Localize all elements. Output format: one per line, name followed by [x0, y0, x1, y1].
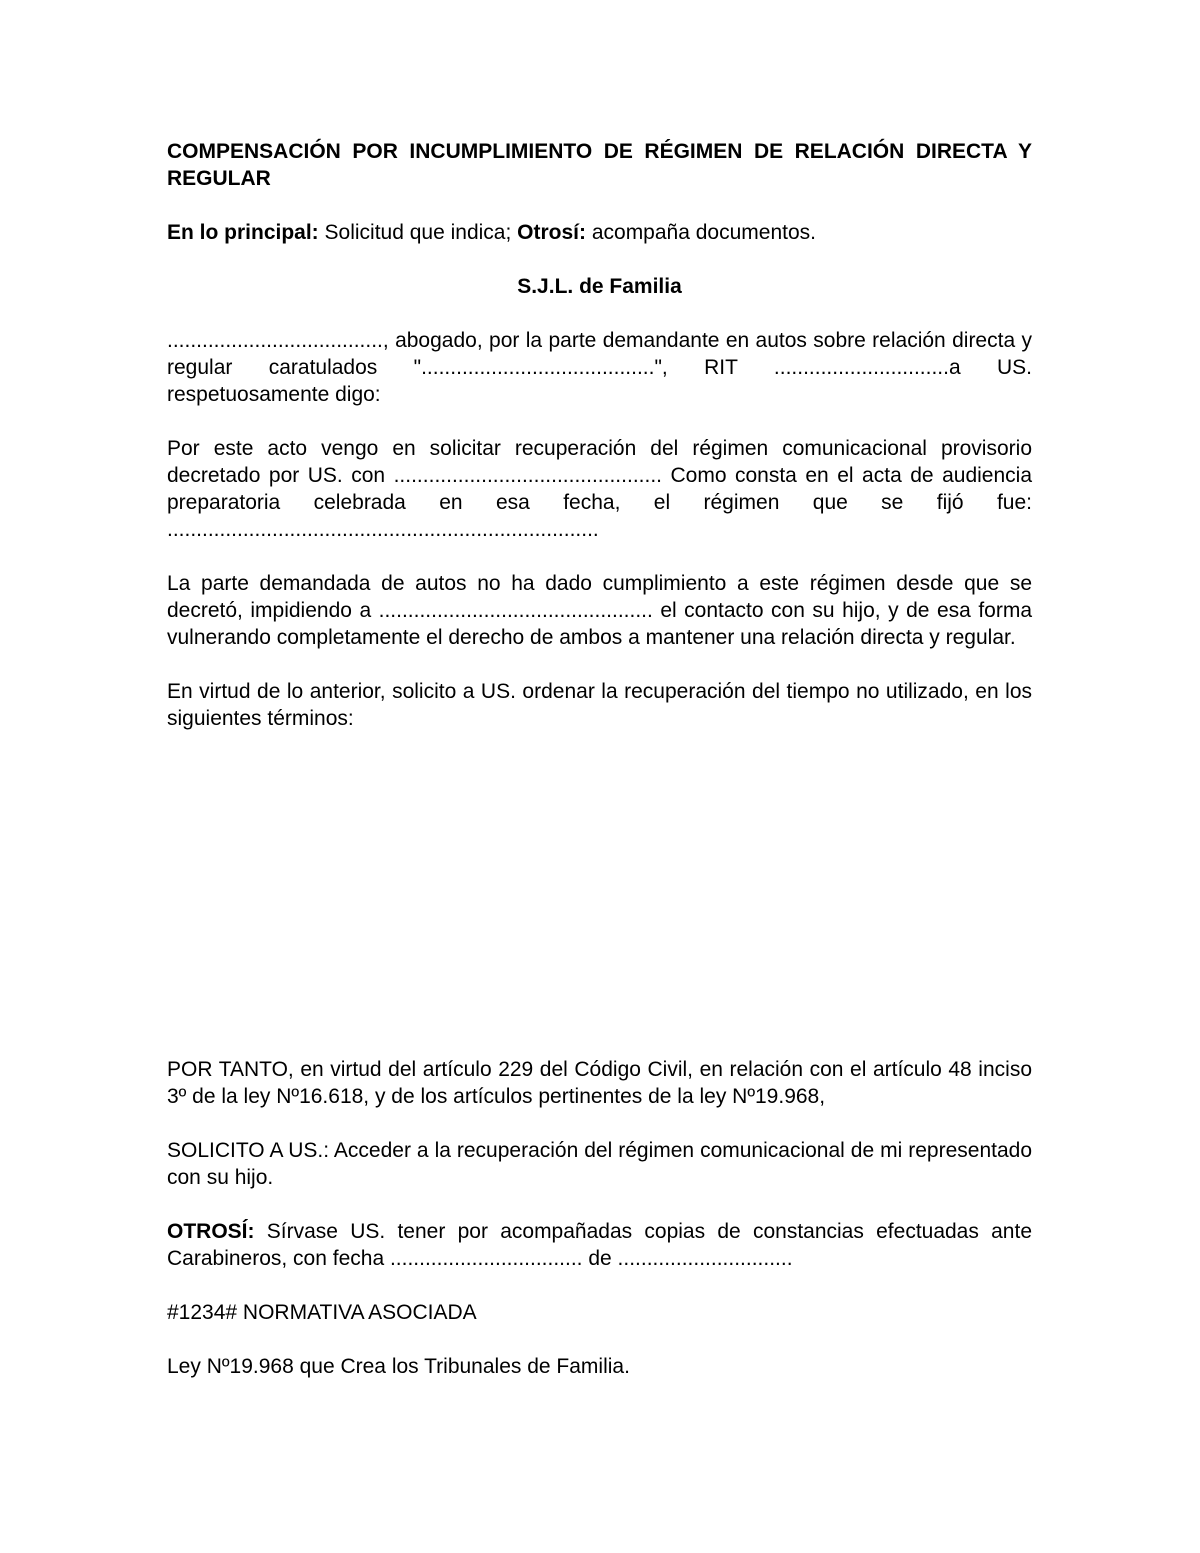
otrosi-label: Otrosí: — [517, 221, 586, 244]
normativa-heading: #1234# NORMATIVA ASOCIADA — [167, 1301, 477, 1324]
paragraph-terms: En virtud de lo anterior, solicito a US. ordenar la recuperación del tiempo no utilizado, en los siguientes términos: — [167, 680, 1032, 730]
principal-text: Solicitud que indica; — [318, 221, 518, 244]
paragraph-intro: ....................................., abogado, por la parte demandante en autos sobre relación directa y regular caratulados "........................................", RIT ..............................a US. respetuosamente digo: — [167, 329, 1032, 406]
ley-reference: Ley Nº19.968 que Crea los Tribunales de Familia. — [167, 1355, 630, 1378]
court-heading: S.J.L. de Familia — [517, 275, 682, 298]
otrosi-final-text: Sírvase US. tener por acompañadas copias de constancias efectuadas ante Carabineros, con fecha ................................. de .............................. — [167, 1220, 1032, 1270]
solicito-paragraph: SOLICITO A US.: Acceder a la recuperación del régimen comunicacional de mi representado con su hijo. — [167, 1139, 1032, 1189]
paragraph-request: Por este acto vengo en solicitar recuperación del régimen comunicacional provisorio decretado por US. con .............................................. Como consta en el acta de audiencia preparatoria celebrada en esa fecha, el régimen que se fijó fue: .......................................................................... — [167, 437, 1032, 541]
blank-terms-area — [167, 759, 1032, 1056]
por-tanto-paragraph: POR TANTO, en virtud del artículo 229 del Código Civil, en relación con el artículo 48 inciso 3º de la ley Nº16.618, y de los artículos pertinentes de la ley Nº19.968, — [167, 1058, 1032, 1108]
otrosi-paragraph — [167, 1218, 1032, 1272]
principal-label: En lo principal: — [167, 221, 319, 244]
paragraph-noncompliance: La parte demandada de autos no ha dado cumplimiento a este régimen desde que se decretó, impidiendo a ............................................... el contacto con su hijo, y de esa forma vulnerando completamente el derecho de ambos a mantener una relación directa y regular. — [167, 572, 1032, 649]
otrosi-text: acompaña documentos. — [586, 221, 816, 244]
summary-line — [167, 219, 1032, 246]
document-page — [167, 138, 1032, 1407]
otrosi-final-label: OTROSÍ: — [167, 1220, 255, 1243]
document-title: COMPENSACIÓN POR INCUMPLIMIENTO DE RÉGIMEN DE RELACIÓN DIRECTA Y REGULAR — [167, 140, 1032, 190]
